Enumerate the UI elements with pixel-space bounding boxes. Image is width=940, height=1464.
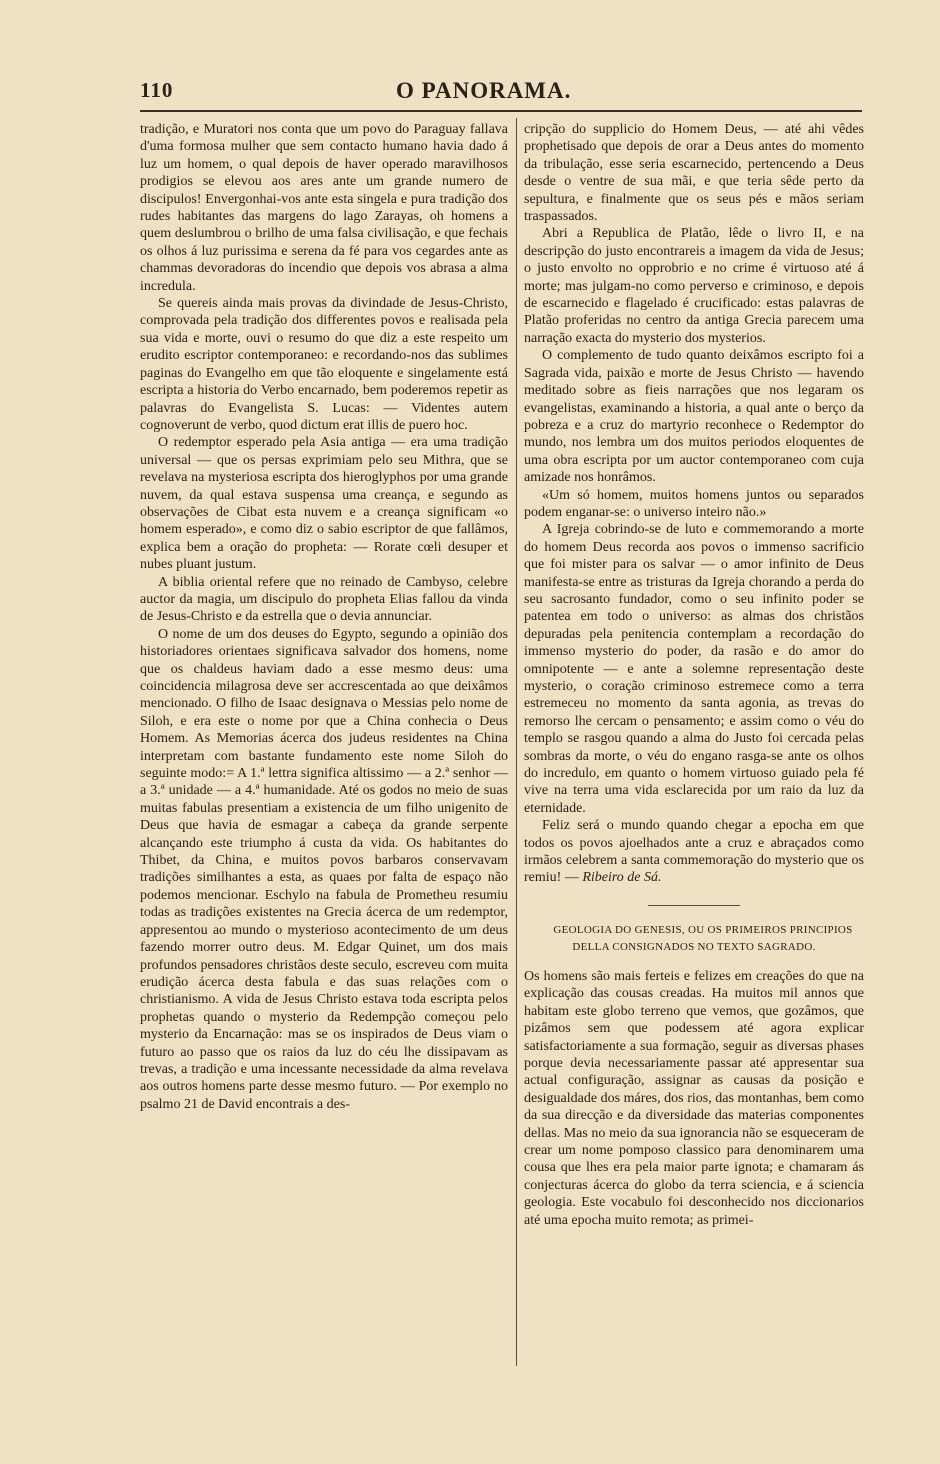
paragraph: O nome de um dos deuses do Egypto, segundo a opinião dos historiadores orientaes significava salvador dos homens, nome que os chaldeus haviam dado a esse mesmo deus: uma coincidencia milagrosa deve ser accrescentada ao que deixâmos mencionado. O filho de Isaac designava o Messias pelo nome de Siloh, e era este o nome por que a China conhecia o Deus Homem. As Memorias ácerca dos judeus residentes na China interpretam com bastante fundamento este nome Siloh do seguinte modo:= A 1.ª lettra significa altissimo — a 2.ª senhor — a 3.ª unidade — a 4.ª humanidade. Até os godos no meio de suas muitas fabulas presentiam a existencia de um filho unigenito de Deus que havia de esmagar a cabeça da grande serpente alcançando este triumpho á custa da vida. Os habitantes do Thibet, da China, e muitos povos barbaros conservavam tradições similhantes a esta, as quaes por falta de espaço não podemos mencionar. Eschylo na fabula de Prometheu resumiu todas as tradições existentes na Grecia ácerca de um redemptor, appresentou ao mundo o mysterioso acontecimento de um deus fazendo morrer outro deus. M. Edgar Quinet, um dos mais profundos pensadores christãos deste seculo, escreveu com muita erudição ácerca desta fabula e das suas relações com o christianismo. A vida de Jesus Christo estava toda escripta pelos prophetas quando o mysterio da Redempção começou pelo mysterio da Encarnação: mas se os inspirados de Deus viam o futuro ao passo que os raios da luz do céu lhe dissipavam as trevas, a tradição e uma incessante necessidade da alma revelava aos outros homens parte desse mesmo futuro. — Por exemplo no psalmo 21 de David encontrais a des- [140, 626, 508, 1112]
paragraph: Abri a Republica de Platão, lêde o livro II, e na descripção do justo encontrareis a imagem da vida de Jesus; o justo envolto no opprobrio e no crime é virtuoso até á morte; mas julgam-no como perverso e criminoso, e depois de escarnecido e flagelado é crucificado: estas palavras de Platão proferidas no centro da antiga Grecia parecem uma narração exacta do mysterio dos mysterios. [524, 226, 864, 346]
section-title-line-1: GEOLOGIA DO GENESIS, OU OS PRIMEIROS PRINCIPIOS [553, 923, 853, 936]
paragraph: A Igreja cobrindo-se de luto e commemorando a morte do homem Deus recorda aos povos o immenso sacrificio que foi mister para os salvar — o amor infinito de Deus manifesta-se entre as tristuras da Igreja chorando a perda do seu sacrosanto fundador, como o seu infinito poder se patentea em todo o universo: as almas dos christãos depuradas pela penitencia contemplam a recordação do immenso mysterio do poder, da rasão e do amor do omnipotente — e ante a solemne representação deste mysterio, o coração criminoso estremece como a terra estremeceu no momento da santa agonia, as trevas do remorso lhe cercam o pensamento; e assim como o véu do templo se rasgou quando a alma do Justo foi cercada pelas sombras da morte, o véu do engano rasga-se ante os olhos do incredulo, em quanto o homem virtuoso guiado pela fé vive na terra uma vida esclarecida por um raio da luz da eternidade. [524, 522, 864, 816]
paragraph: tradição, e Muratori nos conta que um povo do Paraguay fallava d'uma formosa mulher que sem contacto humano havia dado á luz um homem, o qual depois de haver operado maravilhosos prodigios se elevou aos ares ante um grande numero de discipulos! Envergonhai-vos ante esta singela e pura tradição dos rudes habitantes das margens do lago Zarayas, oh homens a quem deslumbrou o brilho de uma falsa civilisação, e que fechais os olhos á luz purissima e serena da fé para vos cegardes ante as chammas devoradoras do incendio que depois vos abrasa a alma incredula. [140, 122, 508, 294]
page-header [140, 78, 862, 108]
paragraph: Se quereis ainda mais provas da divindade de Jesus-Christo, comprovada pela tradição dos differentes povos e realisada pela sua vida e morte, ouvi o resumo do que diz a este respeito um erudito escriptor contemporaneo: e recordando-nos das sublimes paginas do Evangelho em que tão eloquente e singelamente está escripta a historia do Verbo encarnado, bem poderemos repetir as palavras do Evangelista S. Lucas: — Videntes autem cognoverunt de verbo, quod dictum erat illis de puero hoc. [140, 296, 508, 433]
left-column [140, 121, 508, 1113]
header-rule [140, 110, 862, 112]
page-number: 110 [140, 78, 174, 102]
paragraph: A biblia oriental refere que no reinado de Cambyso, celebre auctor da magia, um discipulo do propheta Elias fallou da vinda de Jesus-Christo e da estrella que o devia annunciar. [140, 574, 508, 625]
paragraph: O redemptor esperado pela Asia antiga — era uma tradição universal — que os persas exprimiam pelo seu Mithra, que se revelava na mysteriosa escripta dos hieroglyphos por uma grande nuvem, da qual estava suspensa uma creança, e segundo as observações de Cibat esta nuvem e a creança significam «o homem esperado», e como diz o sabio escriptor de que fallâmos, explica bem a oração do propheta: — Rorate cœli desuper et nubes pluant justum. [140, 435, 508, 573]
masthead-title: O PANORAMA. [396, 78, 572, 103]
section-separator [648, 905, 740, 906]
closing-paragraph [524, 817, 864, 887]
section-title [524, 922, 864, 956]
closing-text: Feliz será o mundo quando chegar a epocha em que todos os povos ajoelhados ante a cruz e abraçados como irmãos celebrem a santa commemoração do mysterio que os remiu! — [524, 818, 864, 886]
right-column [524, 121, 864, 1229]
section-title-line-2: DELLA CONSIGNADOS NO TEXTO SAGRADO. [572, 940, 816, 953]
paragraph: cripção do supplicio do Homem Deus, — até ahi vêdes prophetisado que depois de orar a Deus antes do momento da tribulação, esse seria escarnecido, pertencendo a Deus desde o ventre de sua mãi, e que teria sêde perto da sepultura, e finalmente que os seus pés e mãos seriam traspassados. [524, 122, 864, 225]
quotation: «Um só homem, muitos homens juntos ou separados podem enganar-se: o universo inteiro não.» [524, 487, 864, 520]
paragraph: O complemento de tudo quanto deixâmos escripto foi a Sagrada vida, paixão e morte de Jesus Christo — havendo meditado sobre as fieis narrações que nos legaram os evangelistas, examinando a historia, a qual ante o berço da pobreza e a cruz do martyrio reconhece o Redemptor do mundo, nos lembra um dos muitos periodos eloquentes de uma obra escripta por um auctor contemporaneo com cuja amizade nos honrâmos. [524, 348, 864, 486]
author-byline: Ribeiro de Sá. [582, 870, 662, 886]
column-divider [516, 118, 517, 1366]
section-body: Os homens são mais ferteis e felizes em creações do que na explicação das cousas creadas. Ha muitos mil annos que habitam este globo terreno que vemos, que gozâmos, que pizâmos sem que podessem até agora explicar satisfactoriamente a sua formação, seguir as diversas phases porque devia necessariamente passar até appresentar sua actual configuração, assignar as causas da posição e desigualdade dos máres, dos rios, das montanhas, bem como da sua direcção e da diversidade das materias componentes dellas. Mas no meio da sua ignorancia não se esqueceram de crear um nome pomposo classico para denominarem uma cousa que lhes era pela maior parte ignota; e chamaram ás conjecturas ácerca do globo da terra sciencia, e á sciencia geologia. Este vocabulo foi desconhecido nos diccionarios até uma epocha muito remota; as primei- [524, 968, 864, 1228]
